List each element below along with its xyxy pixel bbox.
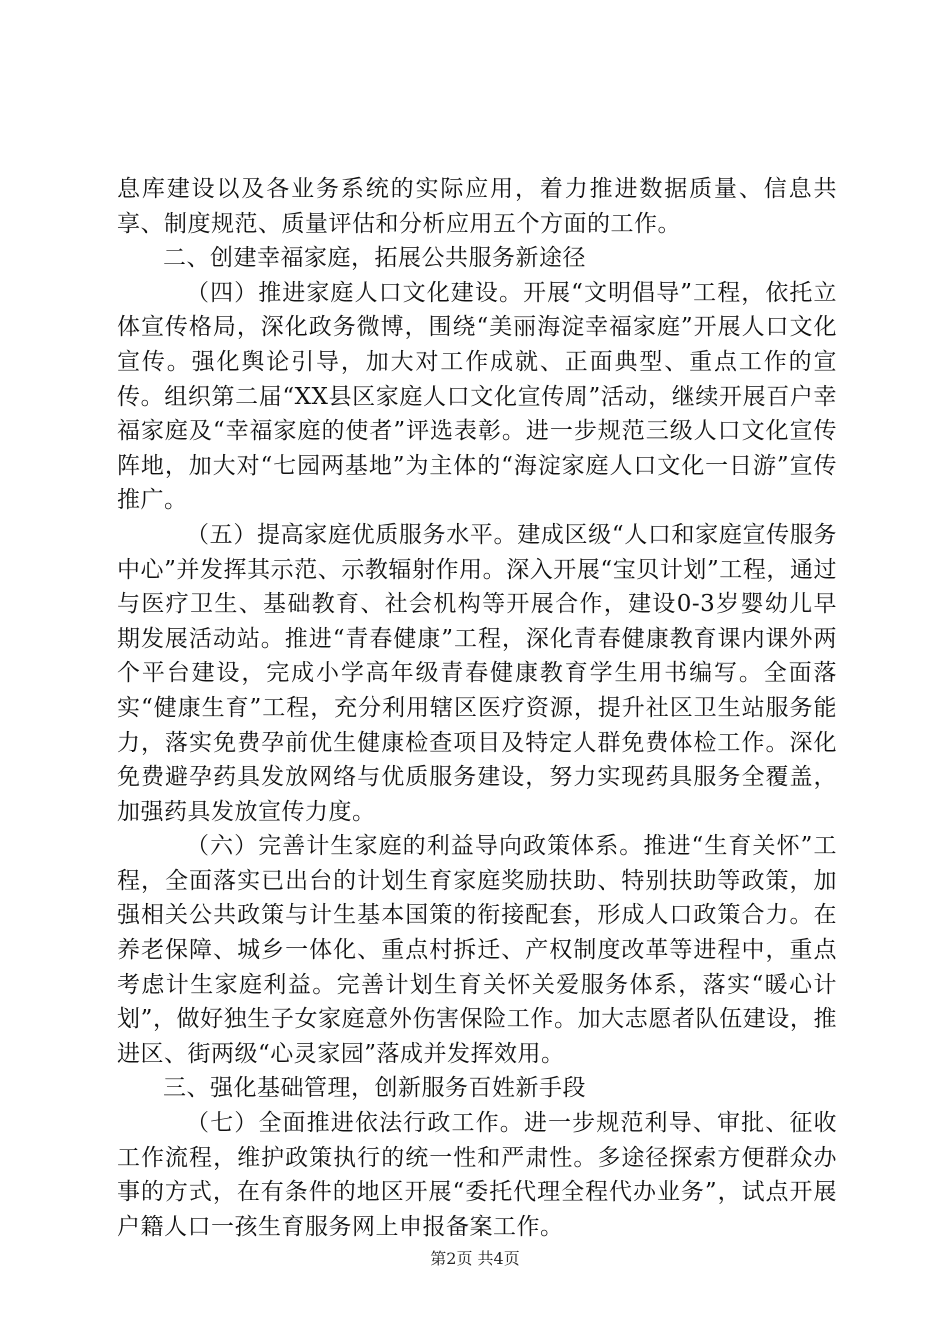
document-body: [117, 172, 837, 1244]
paragraph-item-7: （七）全面推进依法行政工作。进一步规范利导、审批、征收工作流程，维护政策执行的统一性和严肃性。多途径探索方便群众办事的方式，在有条件的地区开展“委托代理全程代办业务”，试点开展户籍人口一孩生育服务网上申报备案工作。: [117, 1110, 837, 1240]
paragraph-continued: 息库建设以及各业务系统的实际应用，着力推进数据质量、信息共享、制度规范、质量评估和分析应用五个方面的工作。: [117, 176, 837, 237]
paragraph-item-6: （六）完善计生家庭的利益导向政策体系。推进“生育关怀”工程，全面落实已出台的计划生育家庭奖励扶助、特别扶助等政策，加强相关公共政策与计生基本国策的衔接配套，形成人口政策合力。在养老保障、城乡一体化、重点村拆迁、产权制度改革等进程中，重点考虑计生家庭利益。完善计划生育关怀关爱服务体系，落实“暖心计划”，做好独生子女家庭意外伤害保险工作。加大志愿者队伍建设，推进区、街两级“心灵家园”落成并发挥效用。: [117, 833, 837, 1067]
paragraph-item-5: （五）提高家庭优质服务水平。建成区级“人口和家庭宣传服务中心”并发挥其示范、示教辐射作用。深入开展“宝贝计划”工程，通过与医疗卫生、基础教育、社会机构等开展合作，建设0-3岁婴幼儿早期发展活动站。推进“青春健康”工程，深化青春健康教育课内课外两个平台建设，完成小学高年级青春健康教育学生用书编写。全面落实“健康生育”工程，充分利用辖区医疗资源，提升社区卫生站服务能力，落实免费孕前优生健康检查项目及特定人群免费体检工作。深化免费避孕药具发放网络与优质服务建设，努力实现药具服务全覆盖，加强药具发放宣传力度。: [117, 521, 837, 825]
page-number-footer: 第2页 共4页: [430, 1249, 520, 1268]
section-heading-2: 二、创建幸福家庭，拓展公共服务新途径: [163, 245, 586, 272]
section-heading-3: 三、强化基础管理，创新服务百姓新手段: [163, 1075, 586, 1102]
paragraph-item-4: （四）推进家庭人口文化建设。开展“文明倡导”工程，依托立体宣传格局，深化政务微博，围绕“美丽海淀幸福家庭”开展人口文化宣传。强化舆论引导，加大对工作成就、正面典型、重点工作的宣传。组织第二届“XX县区家庭人口文化宣传周”活动，继续开展百户幸福家庭及“幸福家庭的使者”评选表彰。进一步规范三级人口文化宣传阵地，加大对“七园两基地”为主体的“海淀家庭人口文化一日游”宣传推广。: [117, 279, 837, 514]
